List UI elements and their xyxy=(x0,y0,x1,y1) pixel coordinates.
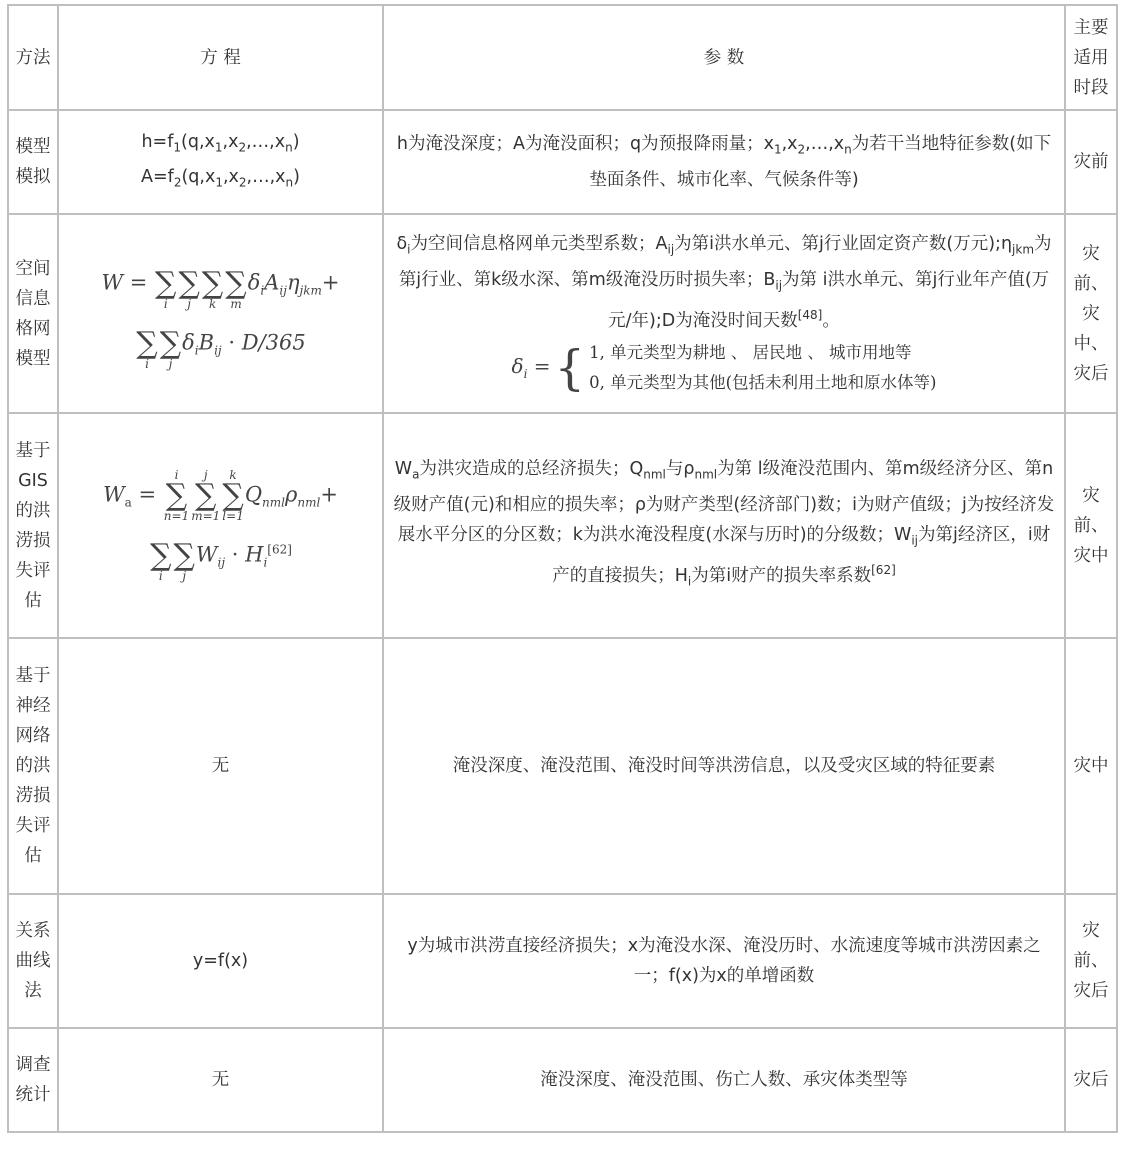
methods-table xyxy=(7,4,1118,1133)
period-cell: 灾前、灾中 xyxy=(1065,413,1117,638)
method-cell: 基于神经网络的洪涝损失评估 xyxy=(8,638,58,894)
method-cell: 模型模拟 xyxy=(8,110,58,214)
method-cell: 调查统计 xyxy=(8,1028,58,1132)
period-cell: 灾中 xyxy=(1065,638,1117,894)
params-cell: 淹没深度、淹没范围、伤亡人数、承灾体类型等 xyxy=(383,1028,1065,1132)
period-cell: 灾前、灾后 xyxy=(1065,894,1117,1028)
table-row xyxy=(8,1028,1117,1132)
header-period: 主要适用时段 xyxy=(1065,5,1117,110)
method-cell: 关系曲线法 xyxy=(8,894,58,1028)
method-cell: 空间信息格网模型 xyxy=(8,214,58,413)
table-row xyxy=(8,894,1117,1028)
equation-cell: 无 xyxy=(58,638,383,894)
method-cell: 基于GIS的洪涝损失评估 xyxy=(8,413,58,638)
equation-cell: 无 xyxy=(58,1028,383,1132)
formula-line-1: W = ∑ i ∑ j ∑ k ∑ m $\delta_iA_{ij}\eta_{jkm}+$ xyxy=(101,265,340,311)
period-cell: 灾前、灾中、灾后 xyxy=(1065,214,1117,413)
equation-cell: y=f(x) xyxy=(58,894,383,1028)
params-cell: y为城市洪涝直接经济损失；x为淹没水深、淹没历时、水流速度等城市洪涝因素之一；f(x)为x的单增函数 xyxy=(383,894,1065,1028)
equation-cell xyxy=(58,413,383,638)
case-line-1: 1, 单元类型为耕地 、 居民地 、 城市用地等 xyxy=(589,342,912,362)
header-params: 参 数 xyxy=(383,5,1065,110)
case-line-2: 0, 单元类型为其他(包括未利用土地和原水体等) xyxy=(589,372,937,392)
formula-line-2: ∑ i ∑ j $\delta_iB_{ij} \cdot D/365$ xyxy=(136,325,306,371)
header-equation: 方 程 xyxy=(58,5,383,110)
formula-line-1: $W_a$ = i ∑ n=1 j ∑ m=1 k ∑ l=1 $Q_{nml}\rho_{nml}+$ xyxy=(103,467,338,523)
params-text: $\delta_i$为空间信息格网单元类型系数；$A_{ij}$为第i洪水单元、第j行业固定资产数(万元)$;\eta_{jkm}$为第j行业、第k级水深、第m级淹没历时损失率；$B_{ij}$为第 i洪水单元、第j行业年产值(万元/年);D为淹没时间天数[48]。 xyxy=(396,234,1052,331)
cases-formula: $\delta_i$ = { 1, 单元类型为耕地 、 居民地 、 城市用地等 0, 单元类型为其他(包括未利用土地和原水体等) xyxy=(511,339,937,396)
equation-cell xyxy=(58,110,383,214)
equation-line-1: $h=f_1(q,x_1,x_2,\dots,x_n)$ xyxy=(141,131,300,154)
table-row xyxy=(8,214,1117,413)
equation-line-2: $A=f_2(q,x_1,x_2,\dots,x_n)$ xyxy=(141,167,300,190)
table-row xyxy=(8,638,1117,894)
header-method: 方法 xyxy=(8,5,58,110)
header-row xyxy=(8,5,1117,110)
table-row xyxy=(8,413,1117,638)
params-cell: $W_a$为洪灾造成的总经济损失；$Q_{nml}$与$\rho_{nml}$为第 l级淹没范围内、第m级经济分区、第n级财产值(元)和相应的损失率；ρ为财产类型(经济部门)数；i为财产值级；j为按经济发展水平分区的分区数；k为洪水淹没程度(水深与历时)的分级数；$W_{ij}$为第j经济区，i财产的直接损失；$H_i$为第i财产的损失率系数[62] xyxy=(383,413,1065,638)
period-cell: 灾后 xyxy=(1065,1028,1117,1132)
formula-line-2: ∑ i ∑ j $W_{ij} \cdot H_i[62]$ xyxy=(150,537,292,583)
equation-cell xyxy=(58,214,383,413)
params-cell xyxy=(383,214,1065,413)
params-cell: 淹没深度、淹没范围、淹没时间等洪涝信息，以及受灾区域的特征要素 xyxy=(383,638,1065,894)
period-cell: 灾前 xyxy=(1065,110,1117,214)
table-row xyxy=(8,110,1117,214)
params-cell: h为淹没深度；A为淹没面积；q为预报降雨量；$x_1,x_2,\dots,x_n$为若干当地特征参数(如下垫面条件、城市化率、气候条件等) xyxy=(383,110,1065,214)
